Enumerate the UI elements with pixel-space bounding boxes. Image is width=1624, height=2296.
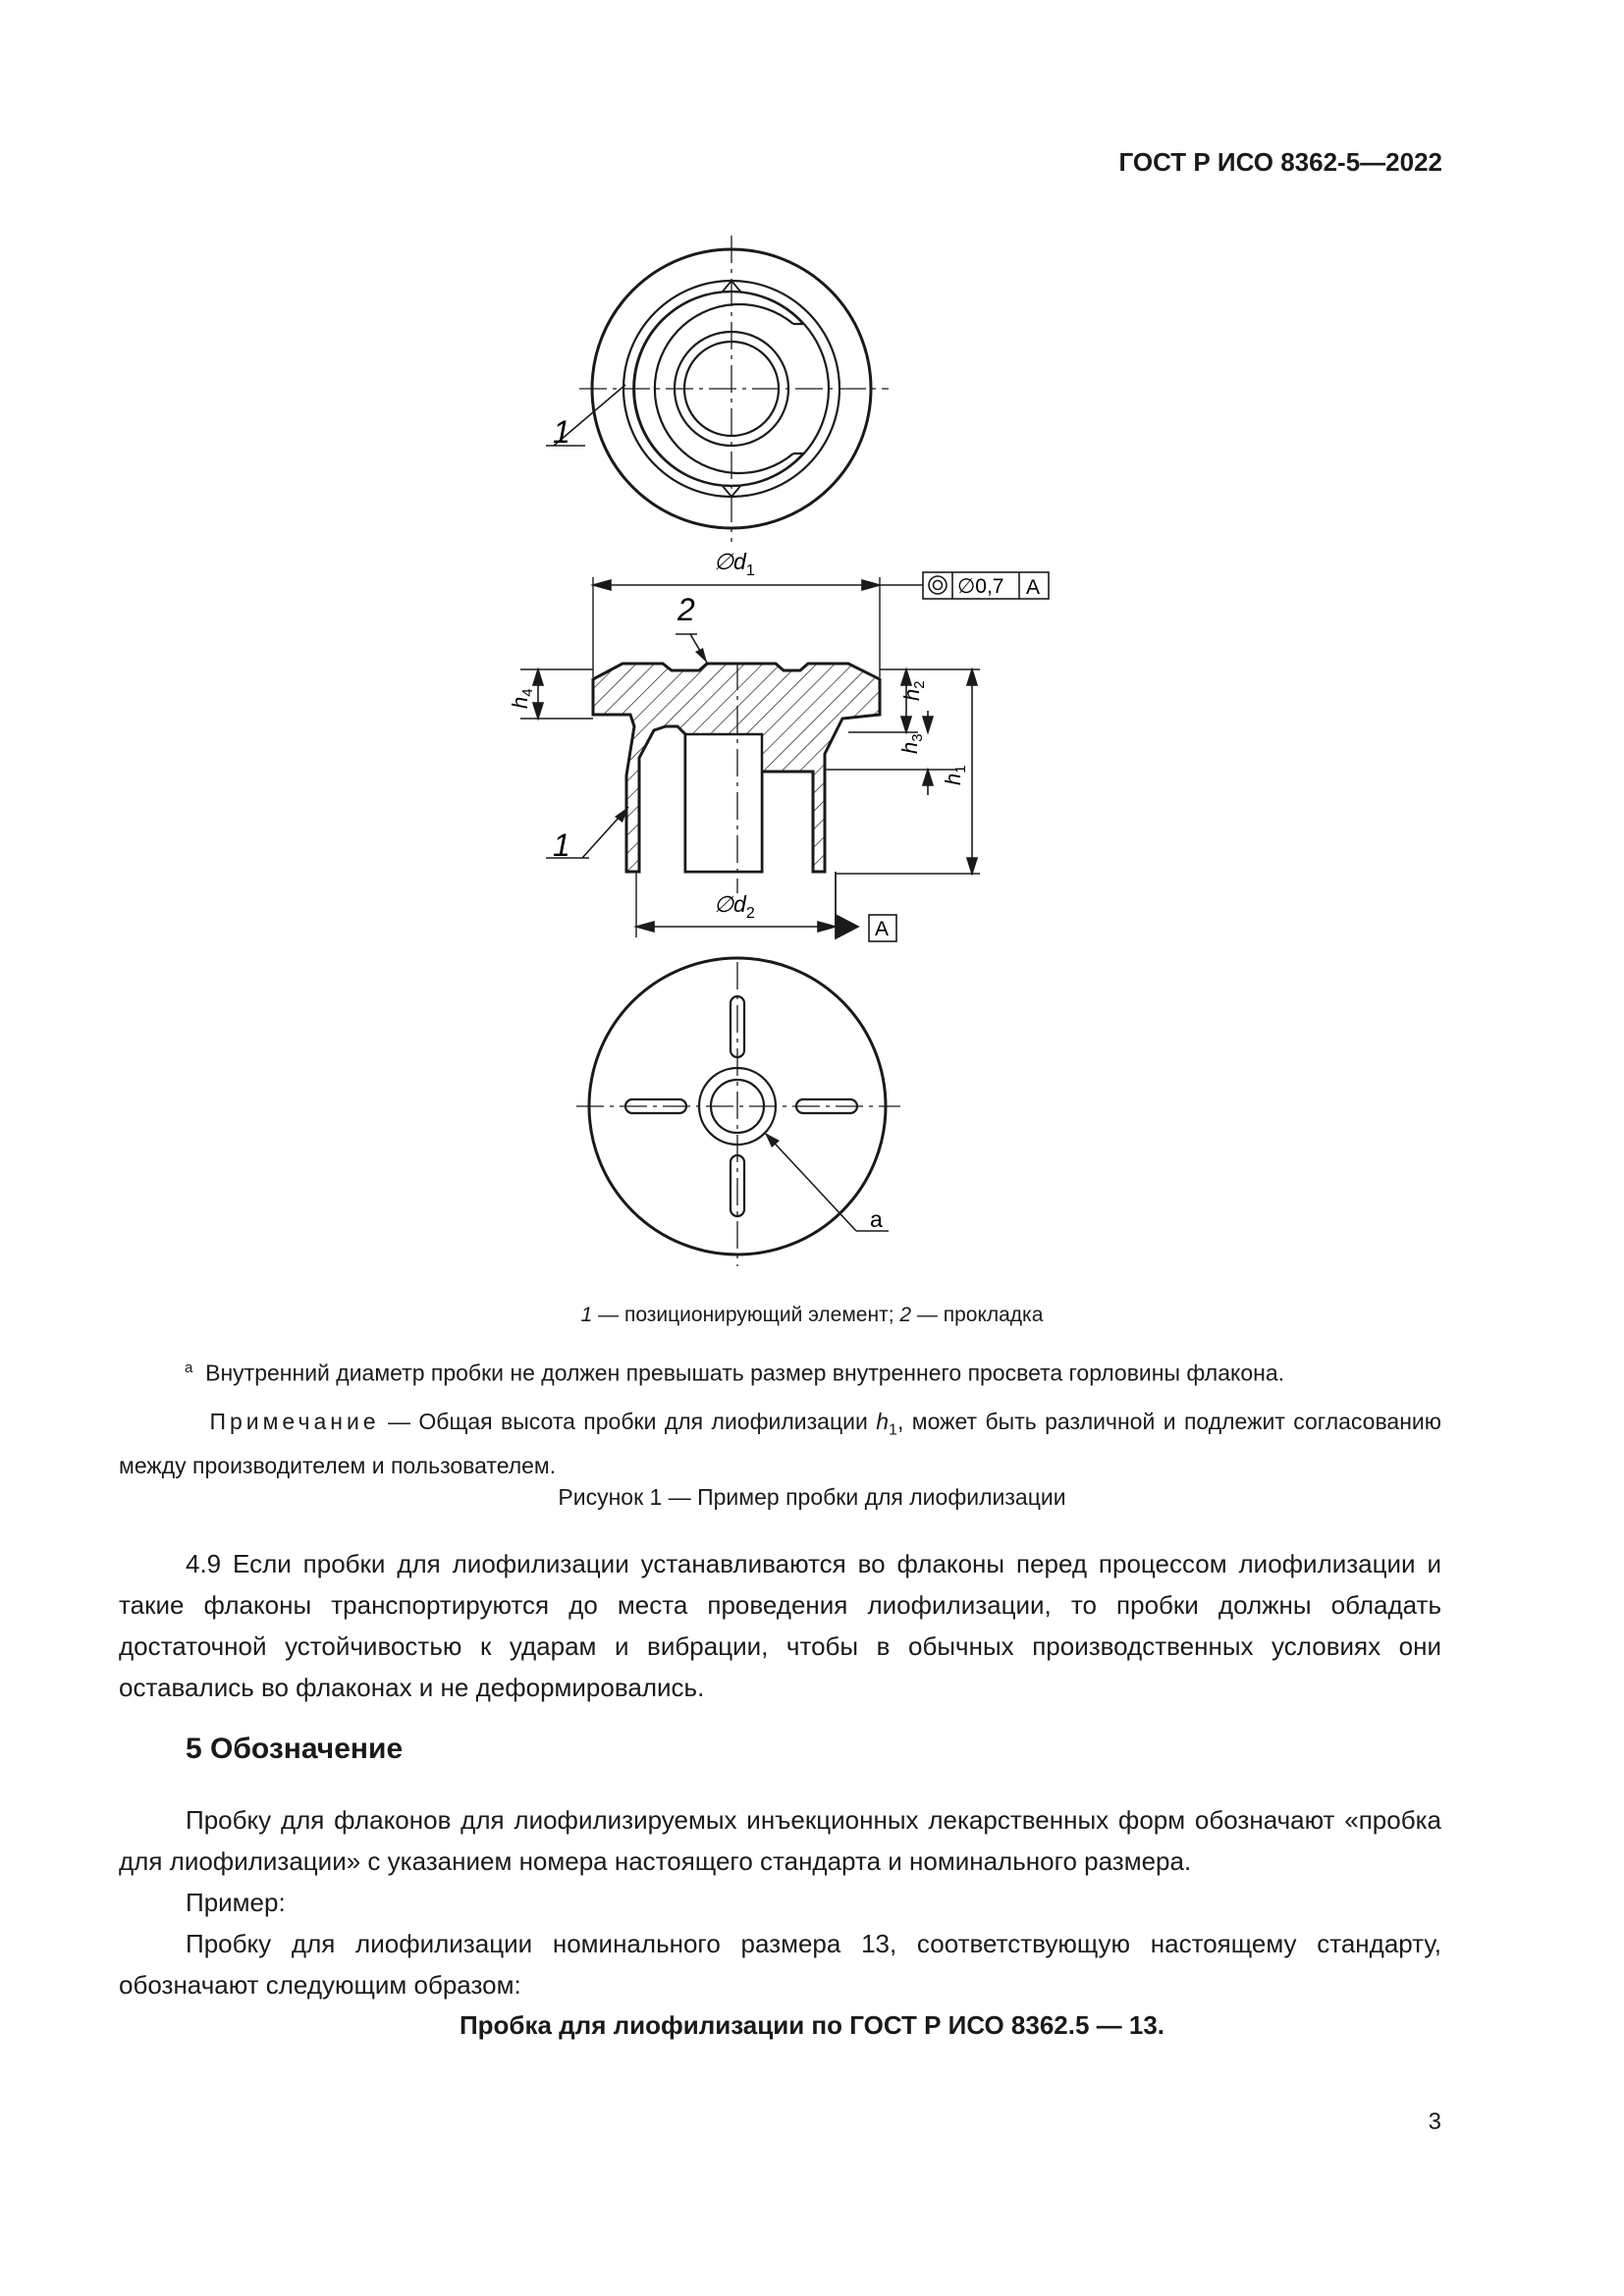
figure-legend: 1 — позиционирующий элемент; 2 — прокладка <box>580 1304 1044 1326</box>
example-paragraph: Пробку для лиофилизации номинального размера 13, соответствующую настоящему стандарту, обозначают следующим образом: <box>119 1929 1441 2000</box>
dim-h1-label: $h_1$ <box>941 765 969 785</box>
top-view <box>546 236 889 542</box>
page-number: 3 <box>1428 2109 1441 2135</box>
section-5-heading: 5 Обозначение <box>186 1733 404 1765</box>
bottom-view <box>576 958 900 1266</box>
callout-a: a <box>870 1206 883 1232</box>
callout-1-top: 1 <box>553 414 570 450</box>
callout-2-section: 2 <box>677 592 695 627</box>
figure-footnote: $^a$ Внутренний диаметр пробки не должен превышать размер внутреннего просвета горловины флакона. <box>185 1360 1285 1386</box>
paragraph-4-9: 4.9 Если пробки для лиофилизации устанавливаются во флаконы перед процессом лиофилизации и такие флаконы транспортируются до места проведения лиофилизации, то пробки должны обладать достаточной устойчивостью к ударам и вибрации, чтобы в обычных производственных условиях они оставались во флаконах и не деформировались. <box>119 1549 1441 1702</box>
dim-h2-label: $h_2$ <box>899 680 928 701</box>
dim-h3-label: $h_3$ <box>897 733 926 754</box>
callout-1-section: 1 <box>553 828 570 863</box>
dim-d2-label: $\emptyset d_2$ <box>714 891 755 922</box>
tolerance-datum: A <box>1026 576 1041 599</box>
example-label: Пример: <box>186 1888 286 1917</box>
section-view <box>520 577 980 938</box>
dim-h4-label: $h_4$ <box>508 688 536 709</box>
section-5-paragraph: Пробку для флаконов для лиофилизируемых инъекционных лекарственных форм обозначают «пробка для лиофилизации» с указанием номера настоящего стандарта и номинального размера. <box>119 1805 1441 1876</box>
dim-d1-label: $\emptyset d_1$ <box>714 549 755 579</box>
figure-caption: Рисунок 1 — Пример пробки для лиофилизации <box>558 1484 1066 1510</box>
datum-label: A <box>875 918 890 940</box>
designation-example: Пробка для лиофилизации по ГОСТ Р ИСО 8362.5 — 13. <box>459 2010 1165 2040</box>
figure-note: Примечание — Общая высота пробки для лиофилизации $h_1$, может быть различной и подлежит согласованию между производителем и пользователем. <box>119 1409 1442 1478</box>
document-header: ГОСТ Р ИСО 8362-5—2022 <box>1118 147 1442 177</box>
tolerance-value: ∅0,7 <box>957 575 1004 598</box>
